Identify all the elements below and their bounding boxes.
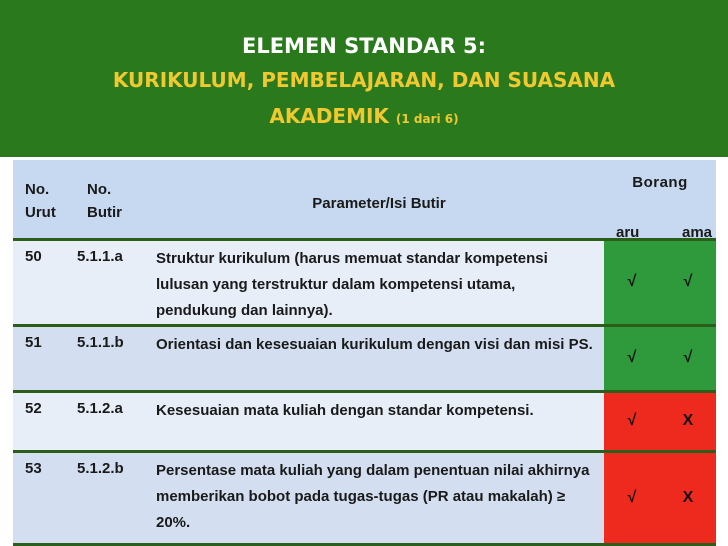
row-no: 51 (13, 325, 73, 391)
row-borang-lama: √ (660, 325, 716, 391)
standards-table-wrapper (13, 160, 716, 546)
table-row (13, 325, 716, 391)
row-butir: 5.1.1.b (73, 325, 154, 391)
header-no-butir: No. Butir (73, 160, 154, 239)
header-borang-label: Borang (632, 174, 688, 191)
row-no: 50 (13, 239, 73, 325)
slide-subtitle-continued (0, 104, 728, 128)
row-no: 53 (13, 451, 73, 544)
row-borang-baru: √ (604, 325, 660, 391)
row-butir: 5.1.2.b (73, 451, 154, 544)
row-borang-baru: √ (604, 391, 660, 451)
row-no: 52 (13, 391, 73, 451)
standards-table (13, 160, 716, 546)
header-parameter: Parameter/Isi Butir (154, 160, 604, 239)
row-parameter: Struktur kurikulum (harus memuat standar kompetensi lulusan yang terstruktur dalam kompetensi utama, pendukung dan lainnya). (154, 239, 604, 325)
row-parameter: Kesesuaian mata kuliah dengan standar kompetensi. (154, 391, 604, 451)
table-row (13, 391, 716, 451)
subtitle-main: AKADEMIK (269, 104, 389, 128)
header-borang (604, 160, 716, 239)
table-row (13, 451, 716, 544)
table-header-row (13, 160, 716, 239)
slide-title: ELEMEN STANDAR 5: (241, 34, 487, 58)
row-borang-baru: √ (604, 451, 660, 544)
row-parameter: Persentase mata kuliah yang dalam penentuan nilai akhirnya memberikan bobot pada tugas-tugas (PR atau makalah) ≥ 20%. (154, 451, 604, 544)
row-parameter: Orientasi dan kesesuaian kurikulum dengan visi dan misi PS. (154, 325, 604, 391)
row-borang-lama: X (660, 451, 716, 544)
slide-subtitle: KURIKULUM, PEMBELAJARAN, DAN SUASANA (112, 68, 616, 92)
header-borang-lama: ama (682, 224, 713, 239)
row-butir: 5.1.2.a (73, 391, 154, 451)
row-butir: 5.1.1.a (73, 239, 154, 325)
row-borang-baru: √ (604, 239, 660, 325)
row-borang-lama: √ (660, 239, 716, 325)
header-borang-baru: aru (616, 224, 640, 239)
table-row (13, 239, 716, 325)
page-counter: (1 dari 6) (395, 112, 459, 126)
title-banner (0, 0, 728, 157)
row-borang-lama: X (660, 391, 716, 451)
header-no-urut: No. Urut (13, 160, 73, 239)
